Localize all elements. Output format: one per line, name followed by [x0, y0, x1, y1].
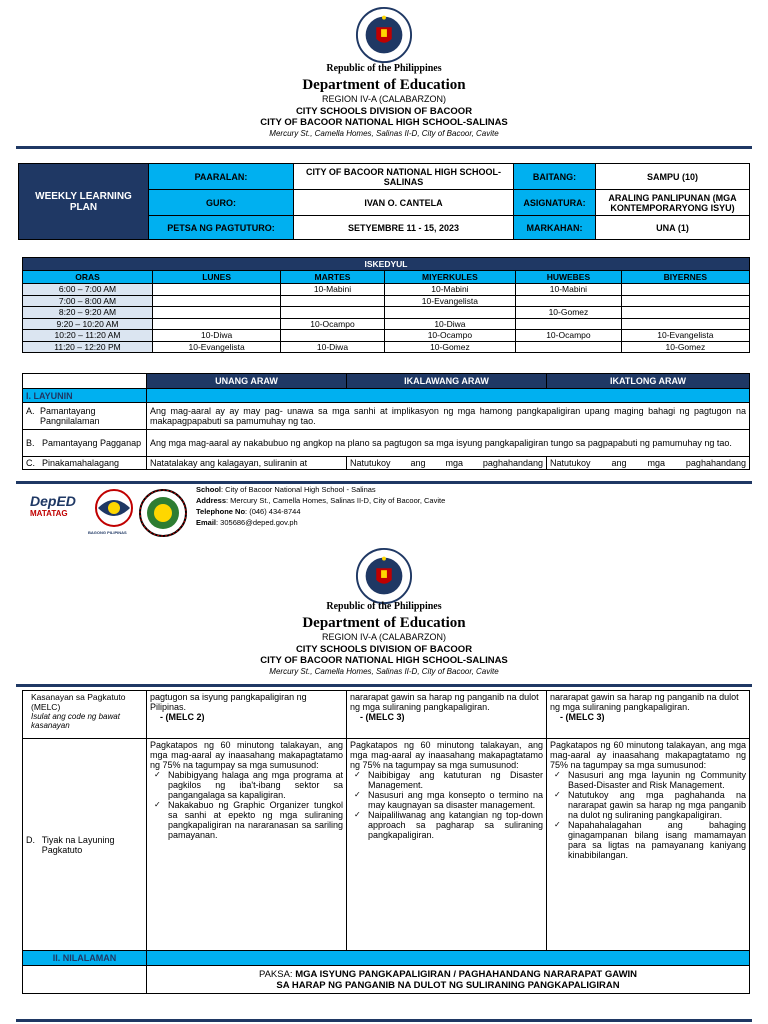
objective-item: ✓ Nasusuri ang mga layunin ng Community Based-Disaster and Risk Management.	[564, 770, 746, 790]
schedule-header-4: HUWEBES	[516, 271, 622, 284]
markahan-label: MARKAHAN:	[514, 216, 596, 240]
schedule-time: 7:00 – 8:00 AM	[23, 295, 153, 307]
paksa-text-2: SA HARAP NG PANGANIB NA DULOT NG SULIRANING PANGKAPALIGIRAN	[276, 979, 620, 991]
schedule-header-1: LUNES	[153, 271, 281, 284]
b-label: B.	[26, 438, 35, 448]
d-label: D.	[26, 834, 35, 845]
schedule-header-0: ORAS	[23, 271, 153, 284]
schedule-cell	[516, 295, 622, 307]
schedule-row	[23, 284, 750, 296]
paaralan-label: PAARALAN:	[149, 164, 294, 190]
schedule-row	[23, 330, 750, 342]
bagong-pilipinas-logo-icon	[92, 488, 136, 532]
p2-c-day2: nararapat gawin sa harap ng panganib na dulot ng mga suliraning pangkapaligiran.	[350, 692, 539, 712]
objective-item: ✓ Nakakabuo ng Graphic Organizer tungkol sa sanhi at epekto ng mga suliraning pangkapaligiran na nararanasan sa sariling pamayanan.	[164, 800, 343, 840]
c-title-cont: Kasanayan sa Pagkatuto (MELC)	[31, 692, 126, 712]
paksa-text-1: MGA ISYUNG PANGKAPALIGIRAN / PAGHAHANDANG NARARAPAT GAWIN	[295, 968, 638, 980]
schedule-row	[23, 318, 750, 330]
schedule-time: 11:20 – 12:20 PM	[23, 341, 153, 353]
d-day3-list	[550, 770, 746, 860]
footer-address-label: Address	[196, 495, 227, 505]
guro-value: IVAN O. CANTELA	[294, 190, 514, 216]
d-title: Tiyak na Layuning Pagkatuto	[41, 834, 115, 855]
schedule-cell: 10-Diwa	[281, 341, 384, 353]
department-title: Department of Education	[302, 76, 466, 93]
schedule-cell: 10-Ocampo	[516, 330, 622, 342]
nilalaman-empty	[23, 966, 147, 994]
republic-text: Republic of the Philippines	[326, 63, 442, 74]
matatag-logo-text: MATATAG	[30, 509, 68, 518]
plan-table-2	[22, 690, 750, 994]
footer-email-value: : 305686@deped.gov.ph	[216, 517, 298, 527]
footer-email-label: Email	[196, 517, 217, 527]
a-title: Pamantayang Pangnilalaman	[40, 406, 100, 426]
schedule-header-2: MARTES	[281, 271, 384, 284]
baitang-value: SAMPU (10)	[596, 164, 750, 190]
schedule-cell: 10-Evangelista	[384, 295, 515, 307]
schedule-cell	[281, 330, 384, 342]
layunin-band	[147, 389, 750, 403]
objective-item: ✓ Napahahalagahan ang bahaging ginagampanan bilang isang mamamayan para sa ligtas na pamayanang kaniyang kinabibilangan.	[564, 820, 746, 860]
schedule-header-5: BIYERNES	[621, 271, 749, 284]
bottom-rule	[16, 1019, 752, 1022]
petsa-label: PETSA NG PAGTUTURO:	[149, 216, 294, 240]
c-title: Pinakamahalagang	[42, 458, 120, 468]
markahan-value: UNA (1)	[596, 216, 750, 240]
c-note: Isulat ang code ng bawat kasanayan	[31, 712, 120, 730]
plan-corner	[23, 374, 147, 389]
schedule-cell: 10-Gomez	[516, 307, 622, 319]
schedule-row	[23, 307, 750, 319]
schedule-time: 8:20 – 9:20 AM	[23, 307, 153, 319]
footer-phone-label: Telephone No	[196, 506, 246, 516]
c-day3: Natutukoy ang mga paghahandang	[547, 457, 750, 470]
petsa-value: SETYEMBRE 11 - 15, 2023	[294, 216, 514, 240]
guro-label: GURO:	[149, 190, 294, 216]
schedule-table	[22, 257, 750, 353]
schedule-time: 6:00 – 7:00 AM	[23, 284, 153, 296]
school-seal-icon	[138, 488, 188, 538]
bagong-pilipinas-text: BAGONG PILIPINAS	[88, 530, 127, 535]
schedule-cell	[153, 307, 281, 319]
header-rule-2	[16, 684, 752, 687]
schedule-cell: 10-Diwa	[153, 330, 281, 342]
schedule-cell	[516, 341, 622, 353]
baitang-label: BAITANG:	[514, 164, 596, 190]
schedule-cell: 10-Mabini	[384, 284, 515, 296]
day3-header: IKATLONG ARAW	[547, 374, 750, 389]
deped-seal-icon	[355, 6, 413, 64]
c-label: C.	[26, 458, 35, 468]
schedule-cell: 10-Diwa	[384, 318, 515, 330]
school-text-2: CITY OF BACOOR NATIONAL HIGH SCHOOL-SALINAS	[260, 655, 508, 667]
wlp-title: WEEKLY LEARNING PLAN	[19, 164, 149, 240]
paaralan-value: CITY OF BACOOR NATIONAL HIGH SCHOOL-SALINAS	[294, 164, 514, 190]
day2-header: IKALAWANG ARAW	[347, 374, 547, 389]
republic-text-2: Republic of the Philippines	[326, 601, 442, 612]
footer-info	[196, 485, 445, 529]
nilalaman-heading: II. NILALAMAN	[23, 951, 147, 966]
schedule-cell	[516, 318, 622, 330]
c-day1: Natatalakay ang kalagayan, suliranin at	[147, 457, 347, 470]
b-text: Ang mga mag-aaral ay nakabubuo ng angkop na plano sa pagtugon sa mga isyung pangkapaligiran tungo sa pagpapabuti ng pamumuhay ng tao.	[147, 430, 750, 457]
schedule-time: 10:20 – 11:20 AM	[23, 330, 153, 342]
schedule-cell	[281, 307, 384, 319]
d-day2-list	[350, 770, 543, 840]
day1-header: UNANG ARAW	[147, 374, 347, 389]
plan-table	[22, 373, 750, 470]
schedule-cell	[153, 284, 281, 296]
a-label: A.	[26, 406, 35, 416]
d-intro-3: Pagkatapos ng 60 minutong talakayan, ang mga mag-aaral ay inaasahang makapagtatamo ng 75% na tagumpay sa mga sumusunod:	[550, 740, 746, 770]
deped-seal-icon-2	[355, 547, 413, 605]
department-title-2: Department of Education	[302, 614, 466, 631]
footer-address-value: : Mercury St., Camella Homes, Salinas II-D, City of Bacoor, Cavite	[226, 495, 446, 505]
schedule-cell	[621, 318, 749, 330]
p2-c-day2-melc: - (MELC 3)	[360, 712, 405, 722]
footer-school-label: School	[196, 485, 222, 494]
objective-item: ✓ Nasusuri ang mga konsepto o termino na may kaugnayan sa disaster management.	[364, 790, 543, 810]
schedule-cell: 10-Evangelista	[153, 341, 281, 353]
info-table	[18, 163, 750, 240]
footer-phone-value: : (046) 434-8744	[245, 506, 301, 516]
schedule-row	[23, 341, 750, 353]
header-rule	[16, 146, 752, 149]
asignatura-value: ARALING PANLIPUNAN (MGA KONTEMPORARYONG ISYU)	[596, 190, 750, 216]
d-day1-list	[150, 770, 343, 840]
schedule-cell	[153, 295, 281, 307]
p2-c-day3: nararapat gawin sa harap ng panganib na dulot ng mga suliraning pangkapaligiran.	[550, 692, 739, 712]
schedule-time: 9:20 – 10:20 AM	[23, 318, 153, 330]
region-text-2: REGION IV-A (CALABARZON)	[321, 632, 447, 643]
c-day2: Natutukoy ang mga paghahandang	[347, 457, 547, 470]
schedule-cell: 10-Evangelista	[621, 330, 749, 342]
footer-rule	[16, 481, 752, 484]
schedule-cell	[621, 284, 749, 296]
footer-school-value: : City of Bacoor National High School - Salinas	[221, 485, 376, 494]
layunin-heading: I. LAYUNIN	[23, 389, 147, 403]
schedule-cell	[281, 295, 384, 307]
schedule-cell	[384, 307, 515, 319]
school-text: CITY OF BACOOR NATIONAL HIGH SCHOOL-SALINAS	[260, 117, 508, 129]
schedule-cell	[621, 295, 749, 307]
a-text: Ang mag-aaral ay ay may pag- unawa sa mga sanhi at implikasyon ng mga hamong pangkapaligiran upang maging bahagi ng pagtugon na makapagpapabuti sa pamumuhay ng tao.	[147, 403, 750, 430]
schedule-cell	[153, 318, 281, 330]
d-intro-1: Pagkatapos ng 60 minutong talakayan, ang mga mag-aaral ay inaasahang makapagtatamo ng 75% na tagumpay sa mga sumusunod:	[150, 740, 343, 770]
schedule-cell: 10-Ocampo	[281, 318, 384, 330]
schedule-cell: 10-Gomez	[384, 341, 515, 353]
schedule-row	[23, 295, 750, 307]
objective-item: ✓ Naibibigay ang katuturan ng Disaster Management.	[364, 770, 543, 790]
footer-logos	[30, 488, 190, 538]
deped-logo-text: DepED	[30, 493, 76, 509]
deped-matatag-logo	[30, 493, 82, 533]
p2-c-day3-melc: - (MELC 3)	[560, 712, 605, 722]
schedule-cell: 10-Mabini	[281, 284, 384, 296]
schedule-title: ISKEDYUL	[23, 258, 750, 271]
address-text-2: Mercury St., Camella Homes, Salinas II-D, City of Bacoor, Cavite	[269, 667, 499, 677]
asignatura-label: ASIGNATURA:	[514, 190, 596, 216]
objective-item: ✓ Natutukoy ang mga paghahanda na nararapat gawin sa harap ng mga panganib na dulot ng suliraning pangkapaligiran.	[564, 790, 746, 820]
b-title: Pamantayang Pagganap	[42, 438, 142, 448]
schedule-cell: 10-Ocampo	[384, 330, 515, 342]
schedule-header-3: MIYERKULES	[384, 271, 515, 284]
paksa-label: PAKSA:	[258, 968, 293, 980]
objective-item: ✓ Nabibigyang halaga ang mga programa at pagkilos ng iba't-ibang sektor sa pangangalaga sa kapaligiran.	[164, 770, 343, 800]
region-text: REGION IV-A (CALABARZON)	[321, 94, 447, 105]
division-text-2: CITY SCHOOLS DIVISION OF BACOOR	[295, 643, 473, 655]
p2-c-day1-melc: - (MELC 2)	[160, 712, 205, 722]
objective-item: ✓ Naipaliliwanag ang katangian ng top-down approach sa pagharap sa suliraning pangkapaligiran.	[364, 810, 543, 840]
address-text: Mercury St., Camella Homes, Salinas II-D, City of Bacoor, Cavite	[269, 129, 499, 139]
division-text: CITY SCHOOLS DIVISION OF BACOOR	[295, 105, 473, 117]
schedule-cell	[621, 307, 749, 319]
schedule-cell: 10-Gomez	[621, 341, 749, 353]
schedule-cell: 10-Mabini	[516, 284, 622, 296]
nilalaman-band	[147, 951, 750, 966]
p2-c-day1: pagtugon sa isyung pangkapaligiran ng Pilipinas.	[150, 692, 307, 712]
d-intro-2: Pagkatapos ng 60 minutong talakayan, ang mga mag-aaral ay inaasahang makapagtatamo ng 75% na tagumpay sa mga sumusunod:	[350, 740, 543, 770]
